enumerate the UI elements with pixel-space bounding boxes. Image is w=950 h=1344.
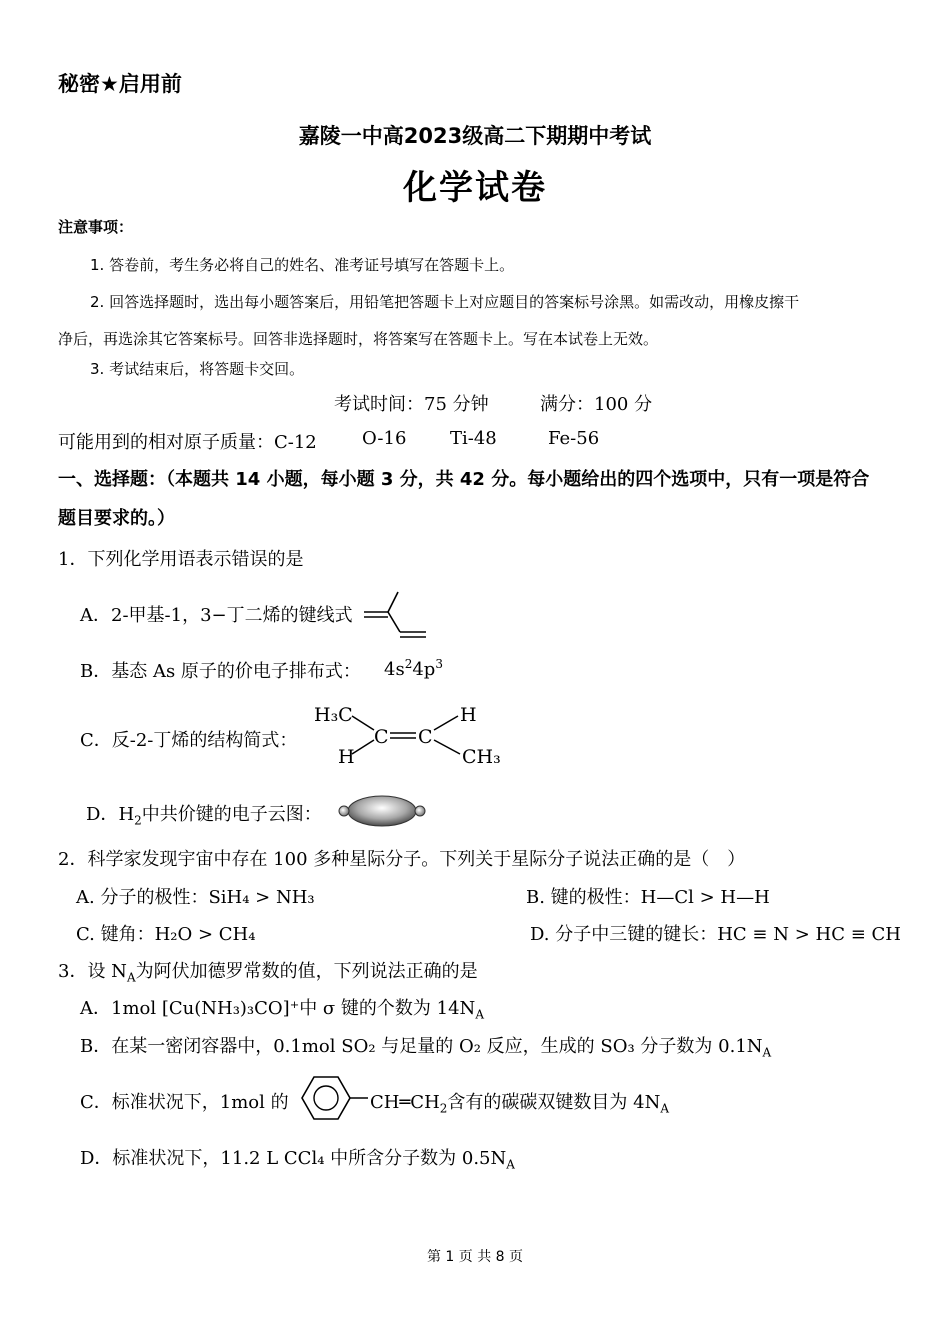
- q1-stem: 1．下列化学用语表示错误的是: [58, 549, 304, 570]
- atomic-mass-label: 可能用到的相对原子质量：C-12: [58, 432, 317, 453]
- q3-a-text: A．1mol [Cu(NH₃)₃CO]⁺中 σ 键的个数为 14N: [80, 998, 476, 1019]
- q1-option-d: [86, 800, 322, 828]
- exam-title: 嘉陵一中高2023级高二下期期中考试: [298, 124, 652, 148]
- q1-c-trans-2-butene-structure: [310, 700, 510, 772]
- section-1-heading: 一、选择题：（本题共 14 小题，每小题 3 分，共 42 分。每小题给出的四个选项中，只有一项是符合: [58, 469, 870, 490]
- exam-time: 考试时间：75 分钟: [334, 394, 489, 415]
- q3-option-d: [80, 1144, 515, 1172]
- q1-c-ch3: CH₃: [462, 746, 501, 768]
- section-1-heading-cont: 题目要求的。）: [58, 508, 175, 529]
- q1-c-h-top: H: [460, 704, 477, 726]
- q1-option-a: A．2-甲基-1，3−丁二烯的键线式: [80, 605, 353, 626]
- q1-d-text: 中共价键的电子云图：: [141, 804, 322, 825]
- q1-d-prefix: D．: [86, 804, 119, 825]
- q1-c-h3c: H₃C: [314, 704, 353, 726]
- h2-electron-cloud-icon: [336, 794, 428, 828]
- q3-option-c-prefix: C．标准状况下，1mol 的: [80, 1092, 289, 1113]
- q1-option-c: C．反-2-丁烯的结构简式：: [80, 730, 298, 751]
- q1-b-config-4p: 4p: [412, 659, 436, 680]
- secret-label: 秘密★启用前: [58, 72, 182, 96]
- q3-a-sub: A: [475, 1007, 484, 1022]
- q3-option-c-rest: [370, 1088, 669, 1116]
- atomic-mass-o: O-16: [362, 428, 407, 449]
- q3-d-text: D．标准状况下，11.2 L CCl₄ 中所含分子数为 0.5N: [80, 1148, 507, 1169]
- q1-option-b: B．基态 As 原子的价电子排布式：: [80, 661, 361, 682]
- q3-b-sub: A: [762, 1045, 772, 1060]
- q3-stem: [58, 957, 478, 985]
- q1-c-carbon-1: C: [374, 726, 389, 748]
- q3-c-rest: 含有的碳碳双键数目为 4N: [447, 1092, 661, 1113]
- q2-stem: 2．科学家发现宇宙中存在 100 多种星际分子。下列关于星际分子说法正确的是（ ）: [58, 849, 746, 870]
- q3-b-text: B．在某一密闭容器中，0.1mol SO₂ 与足量的 O₂ 反应，生成的 SO₃ 分子数为 0.1N: [80, 1036, 763, 1057]
- styrene-benzene-ring: [292, 1072, 372, 1124]
- q2-option-a: A. 分子的极性：SiH₄ > NH₃: [76, 887, 315, 908]
- q1-b-config-4s: 4s: [384, 659, 405, 680]
- notice-item-3: 3. 考试结束后，将答题卡交回。: [90, 360, 305, 378]
- q3-c-sub: A: [660, 1101, 670, 1116]
- q3-stem-sub: A: [126, 970, 136, 985]
- q1-c-h-bottom: H: [338, 746, 355, 768]
- q1-b-config-sup2: 3: [435, 657, 443, 671]
- q3-c-group: CH═CH: [370, 1092, 440, 1113]
- q3-stem-start: 3．设 N: [58, 961, 127, 982]
- q3-option-a: [80, 994, 484, 1022]
- q3-c-group-sub: 2: [439, 1101, 448, 1116]
- full-score: 满分：100 分: [540, 394, 653, 415]
- notice-title: 注意事项：: [58, 218, 134, 236]
- q2-option-b: B. 键的极性：H—Cl > H—H: [526, 887, 770, 908]
- q1-d-h: H: [118, 804, 135, 825]
- q2-option-c: C. 键角：H₂O > CH₄: [76, 924, 256, 945]
- q3-stem-rest: 为阿伏加德罗常数的值，下列说法正确的是: [135, 961, 478, 982]
- q2-option-d: D. 分子中三键的键长：HC ≡ N > HC ≡ CH: [530, 924, 901, 945]
- q1-b-config-sup1: 2: [404, 657, 413, 671]
- atomic-mass-ti: Ti-48: [450, 428, 497, 449]
- notice-item-2-line-1: 2. 回答选择题时，选出每小题答案后，用铅笔把答题卡上对应题目的答案标号涂黑。如需改动，用橡皮擦干: [90, 293, 800, 311]
- q3-d-sub: A: [506, 1157, 515, 1172]
- q3-option-b: [80, 1032, 771, 1060]
- q1-b-configuration: [384, 657, 443, 680]
- page-footer: 第 1 页 共 8 页: [426, 1249, 524, 1265]
- q1-c-carbon-2: C: [418, 726, 433, 748]
- q1-a-skeletal-formula: [360, 588, 430, 640]
- atomic-mass-fe: Fe-56: [548, 428, 600, 449]
- subject-title: 化学试卷: [403, 168, 547, 208]
- notice-item-1: 1. 答卷前，考生务必将自己的姓名、准考证号填写在答题卡上。: [90, 256, 515, 274]
- notice-item-2-line-2: 净后，再选涂其它答案标号。回答非选择题时，将答案写在答题卡上。写在本试卷上无效。: [58, 330, 659, 348]
- q1-d-sub: 2: [134, 813, 142, 828]
